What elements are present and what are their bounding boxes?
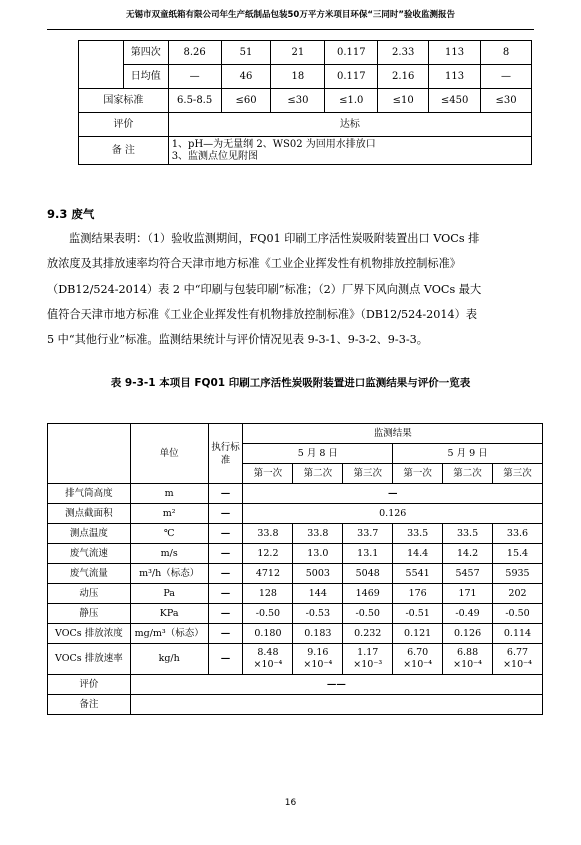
row-label: 测点截面积 (48, 504, 131, 524)
cell: 51 (221, 41, 271, 65)
col-header-day1: 5 月 8 日 (243, 444, 393, 464)
value-cell: -0.50 (343, 604, 393, 624)
cell: 0.117 (325, 41, 378, 65)
value-cell: 5541 (393, 564, 443, 584)
value-cell: 0.121 (393, 624, 443, 644)
value-cell: 171 (443, 584, 493, 604)
table-caption: 表 9-3-1 本项目 FQ01 印刷工序活性炭吸附装置进口监测结果与评价一览表 (110, 377, 471, 389)
cell: 0.117 (325, 65, 378, 89)
cell: — (168, 65, 221, 89)
value-cell: 13.1 (343, 544, 393, 564)
cell: 6.5-8.5 (168, 89, 221, 113)
standard-cell: — (208, 584, 243, 604)
value-cell: 5935 (493, 564, 543, 584)
row-label: 动压 (48, 584, 131, 604)
value-cell: 8.48 ×10⁻⁴ (243, 644, 293, 675)
table-header-row (48, 424, 543, 444)
value-cell: 4712 (243, 564, 293, 584)
merged-value-cell: — (243, 484, 543, 504)
table-row (48, 564, 543, 584)
evaluation-cell: —— (130, 675, 542, 695)
col-header-time: 第三次 (493, 464, 543, 484)
unit-cell: Pa (130, 584, 208, 604)
value-cell: 5003 (293, 564, 343, 584)
row-label: 日均值 (123, 65, 168, 89)
paragraph-line: 5 中“其他行业”标准。监测结果统计与评价情况见表 9-3-1、9-3-2、9-3-3。 (47, 333, 428, 347)
value-cell: 12.2 (243, 544, 293, 564)
table-row (79, 113, 532, 137)
table-row (79, 137, 532, 165)
cell: 2.33 (378, 41, 429, 65)
col-header-time: 第一次 (243, 464, 293, 484)
merged-value-cell: 0.126 (243, 504, 543, 524)
cell: — (481, 65, 532, 89)
blank-header-cell (48, 424, 131, 484)
cell: ≤10 (378, 89, 429, 113)
value-cell: 5048 (343, 564, 393, 584)
report-header: 无锡市双童纸箱有限公司年生产纸制品包装50万平方米项目环保“三同时”验收监测报告 (125, 10, 455, 20)
cell: 2.16 (378, 65, 429, 89)
value-cell: 33.8 (293, 524, 343, 544)
row-label: 废气流量 (48, 564, 131, 584)
value-cell: 176 (393, 584, 443, 604)
row-label: 国家标准 (79, 89, 169, 113)
table-row (48, 675, 543, 695)
table-row (79, 89, 532, 113)
col-header-time: 第二次 (293, 464, 343, 484)
row-label: VOCs 排放速率 (48, 644, 131, 675)
cell: ≤30 (481, 89, 532, 113)
col-header-time: 第二次 (443, 464, 493, 484)
value-cell: 144 (293, 584, 343, 604)
blank-cell (79, 41, 124, 89)
value-cell: -0.49 (443, 604, 493, 624)
paragraph (47, 226, 531, 352)
row-label: VOCs 排放浓度 (48, 624, 131, 644)
standard-cell: — (208, 524, 243, 544)
table-row (48, 524, 543, 544)
table-row (48, 584, 543, 604)
page-number: 16 (284, 798, 297, 808)
value-cell: 6.77 ×10⁻⁴ (493, 644, 543, 675)
row-label: 评价 (48, 675, 131, 695)
value-cell: 33.7 (343, 524, 393, 544)
value-cell: 0.180 (243, 624, 293, 644)
remark-line: 1、pH—为无量纲 2、WS02 为回用水排放口 (171, 138, 376, 150)
unit-cell: mg/m³（标态） (130, 624, 208, 644)
value-cell: 0.232 (343, 624, 393, 644)
value-cell: 14.2 (443, 544, 493, 564)
air-results-table (47, 423, 543, 715)
row-label: 第四次 (123, 41, 168, 65)
value-cell: 13.0 (293, 544, 343, 564)
water-results-table (78, 40, 532, 165)
cell: 21 (271, 41, 325, 65)
value-cell: 14.4 (393, 544, 443, 564)
value-cell: 6.88 ×10⁻⁴ (443, 644, 493, 675)
cell: ≤60 (221, 89, 271, 113)
paragraph-line: （DB12/524-2014）表 2 中“印刷与包装印刷”标准；（2）厂界下风向测点 VOCs 最大 (47, 282, 482, 296)
table-row (79, 41, 532, 65)
col-header-time: 第一次 (393, 464, 443, 484)
table-row (79, 65, 532, 89)
cell: ≤450 (429, 89, 481, 113)
remark-line: 3、监测点位见附图 (171, 150, 259, 162)
row-label: 排气筒高度 (48, 484, 131, 504)
paragraph-line: 值符合天津市地方标准《工业企业挥发性有机物排放控制标准》（DB12/524-2014）表 (47, 307, 478, 321)
table-row (48, 504, 543, 524)
section-title: 9.3 废气 (47, 207, 95, 221)
col-header-result: 监测结果 (243, 424, 543, 444)
value-cell: 6.70 ×10⁻⁴ (393, 644, 443, 675)
cell: 18 (271, 65, 325, 89)
paragraph-line: 监测结果表明：（1）验收监测期间，FQ01 印刷工序活性炭吸附装置出口 VOCs 排 (69, 232, 480, 245)
col-header-unit: 单位 (130, 424, 208, 484)
value-cell: 202 (493, 584, 543, 604)
unit-cell: m (130, 484, 208, 504)
value-cell: -0.50 (493, 604, 543, 624)
remarks-cell (168, 137, 531, 165)
table-row (48, 624, 543, 644)
table-row (48, 484, 543, 504)
unit-cell: m² (130, 504, 208, 524)
value-cell: 33.5 (393, 524, 443, 544)
value-cell: 1.17 ×10⁻³ (343, 644, 393, 675)
cell: 46 (221, 65, 271, 89)
cell: ≤30 (271, 89, 325, 113)
standard-cell: — (208, 484, 243, 504)
header-rule (47, 29, 534, 30)
table-body (48, 484, 543, 675)
standard-cell: — (208, 544, 243, 564)
row-label: 备注 (48, 695, 131, 715)
unit-cell: m/s (130, 544, 208, 564)
value-cell: 33.6 (493, 524, 543, 544)
value-cell: 0.183 (293, 624, 343, 644)
table-row (48, 695, 543, 715)
value-cell: 1469 (343, 584, 393, 604)
remarks-cell (130, 695, 542, 715)
standard-cell: — (208, 624, 243, 644)
cell: 8 (481, 41, 532, 65)
table-row (48, 544, 543, 564)
value-cell: 33.8 (243, 524, 293, 544)
value-cell: -0.50 (243, 604, 293, 624)
unit-cell: m³/h（标态） (130, 564, 208, 584)
value-cell: -0.53 (293, 604, 343, 624)
value-cell: -0.51 (393, 604, 443, 624)
unit-cell: ℃ (130, 524, 208, 544)
row-label: 备 注 (79, 137, 169, 165)
row-label: 测点温度 (48, 524, 131, 544)
table-row (48, 644, 543, 675)
col-header-time: 第三次 (343, 464, 393, 484)
cell: 113 (429, 65, 481, 89)
row-label: 废气流速 (48, 544, 131, 564)
row-label: 静压 (48, 604, 131, 624)
standard-cell: — (208, 604, 243, 624)
value-cell: 9.16 ×10⁻⁴ (293, 644, 343, 675)
paragraph-line: 放浓度及其排放速率均符合天津市地方标准《工业企业挥发性有机物排放控制标准》 (47, 257, 461, 271)
standard-cell: — (208, 504, 243, 524)
value-cell: 15.4 (493, 544, 543, 564)
value-cell: 33.5 (443, 524, 493, 544)
value-cell: 5457 (443, 564, 493, 584)
evaluation-cell: 达标 (168, 113, 531, 137)
col-header-day2: 5 月 9 日 (393, 444, 543, 464)
value-cell: 0.126 (443, 624, 493, 644)
cell: 8.26 (168, 41, 221, 65)
standard-cell: — (208, 644, 243, 675)
cell: ≤1.0 (325, 89, 378, 113)
standard-cell: — (208, 564, 243, 584)
value-cell: 0.114 (493, 624, 543, 644)
row-label: 评价 (79, 113, 169, 137)
unit-cell: KPa (130, 604, 208, 624)
value-cell: 128 (243, 584, 293, 604)
table-row (48, 604, 543, 624)
cell: 113 (429, 41, 481, 65)
col-header-standard: 执行标准 (208, 424, 243, 484)
unit-cell: kg/h (130, 644, 208, 675)
